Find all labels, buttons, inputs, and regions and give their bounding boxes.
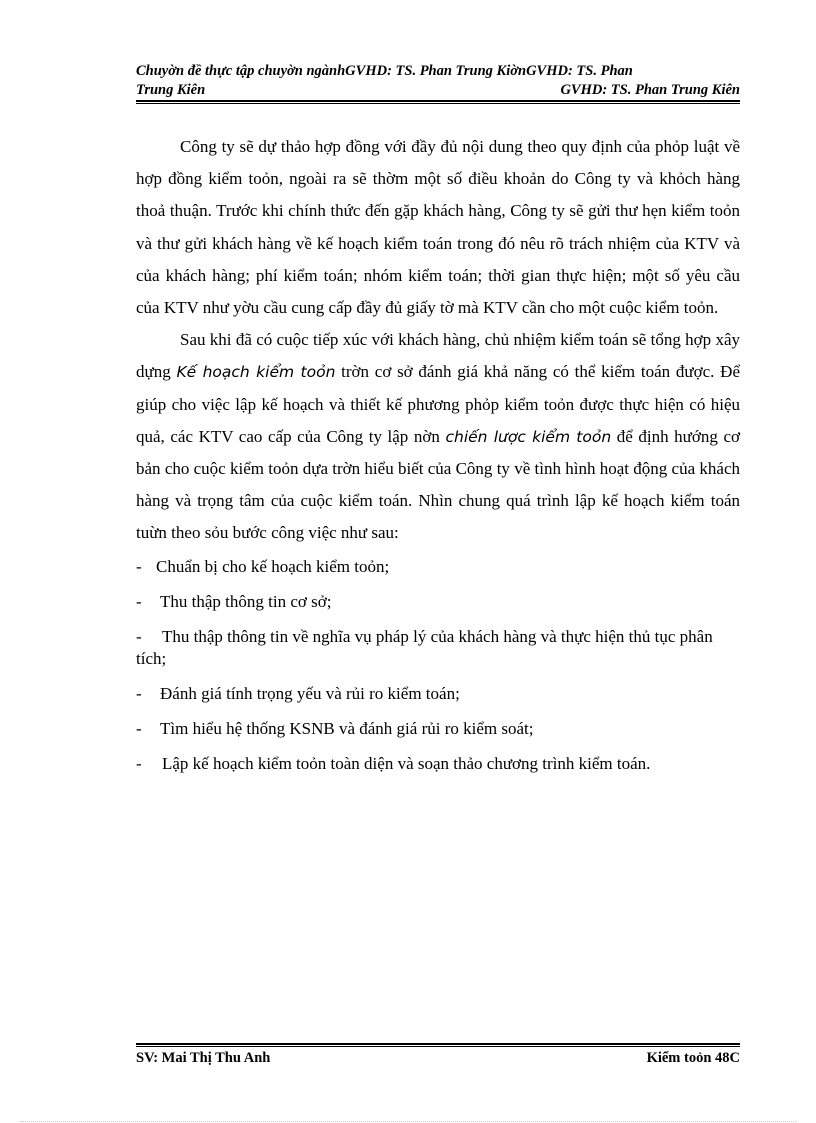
paragraph-planning-text-1: Sau khi đã có cuộc tiếp xúc với khách hàng, chủ nhiệm kiểm toán sẽ tổng hợp xây dựng	[136, 330, 740, 382]
list-item-text: Thu thập thông tin về nghĩa vụ pháp lý của khách hàng và thực hiện thủ tục phân tích;	[136, 626, 713, 668]
footer-class: Kiểm toỏn 48C	[646, 1050, 740, 1066]
planning-steps-list	[136, 556, 740, 775]
list-item	[136, 718, 740, 740]
list-dash: -	[136, 683, 142, 703]
list-item	[136, 591, 740, 613]
paragraph-planning-text-3: để định hướng cơ bản cho cuộc kiểm toỏn dựa trờn hiểu biết của Công ty về tình hình hoạt động của khách hàng và trọng tâm của cuộc kiểm toán. Nhìn chung quá trình lập kế hoạch kiểm toán tuừn theo sỏu bước công việc như sau:	[136, 426, 740, 543]
list-item	[136, 556, 740, 578]
list-dash: -	[136, 753, 142, 773]
list-dash: -	[136, 591, 142, 611]
list-item-text: Tìm hiểu hệ thống KSNB và đánh giá rủi ro kiểm soát;	[160, 718, 534, 738]
footer-divider	[136, 1043, 740, 1045]
page-header	[136, 62, 740, 100]
document-body	[136, 131, 740, 788]
footer-student-name: SV: Mai Thị Thu Anh	[136, 1050, 271, 1066]
list-dash: -	[136, 556, 142, 576]
list-item-text: Lập kế hoạch kiểm toỏn toàn diện và soạn thảo chương trình kiểm toán.	[162, 753, 651, 773]
paragraph-planning-text-2: trờn cơ sở đánh giá khả năng có thể kiểm toán được. Để giúp cho việc lập kế hoạch và thiết kế phương phỏp kiểm toỏn được thực hiện có hiệu quả, các KTV cao cấp của Công ty lập nờn	[136, 362, 740, 446]
header-divider	[136, 100, 740, 102]
header-title-line1: Chuyờn đề thực tập chuyờn ngànhGVHD: TS. Phan Trung KiờnGVHD: TS. Phan	[136, 63, 633, 79]
list-dash: -	[136, 626, 142, 646]
page-footer	[136, 1048, 740, 1068]
list-item-text: Thu thập thông tin cơ sở;	[160, 591, 332, 611]
header-line2-right: GVHD: TS. Phan Trung Kiên	[560, 82, 740, 98]
list-dash: -	[136, 718, 142, 738]
paragraph-planning	[136, 324, 740, 549]
header-title-line2	[136, 81, 740, 100]
paragraph-contract: Công ty sẽ dự thảo hợp đồng với đầy đủ nội dung theo quy định của phỏp luật về hợp đồng kiểm toỏn, ngoài ra sẽ thờm một số điều khoản do Công ty và khỏch hàng thoả thuận. Trước khi chính thức đến gặp khách hàng, Công ty sẽ gửi thư hẹn kiểm toỏn và thư gửi khách hàng về kế hoạch kiểm toán trong đó nêu rõ trách nhiệm của KTV và của khách hàng; phí kiểm toán; nhóm kiểm toán; thời gian thực hiện; một số yêu cầu của KTV như yờu cầu cung cấp đầy đủ giấy tờ mà KTV cần cho một cuộc kiểm toỏn.	[136, 137, 740, 318]
paragraph-planning-emphasis-2: chiến lược kiểm toỏn	[445, 427, 612, 446]
list-item	[136, 626, 740, 670]
footer-divider-thin	[136, 1046, 740, 1047]
list-item-text: Đánh giá tính trọng yếu và rủi ro kiểm toán;	[160, 683, 460, 703]
list-item	[136, 683, 740, 705]
paragraph-planning-emphasis-1: Kế hoạch kiểm toỏn	[176, 363, 336, 382]
list-item-text: Chuẩn bị cho kế hoạch kiểm toỏn;	[156, 556, 390, 576]
list-item	[136, 753, 740, 775]
header-divider-thin	[136, 103, 740, 104]
header-line2-left: Trung Kiên	[136, 82, 206, 98]
page-edge	[20, 1121, 796, 1122]
